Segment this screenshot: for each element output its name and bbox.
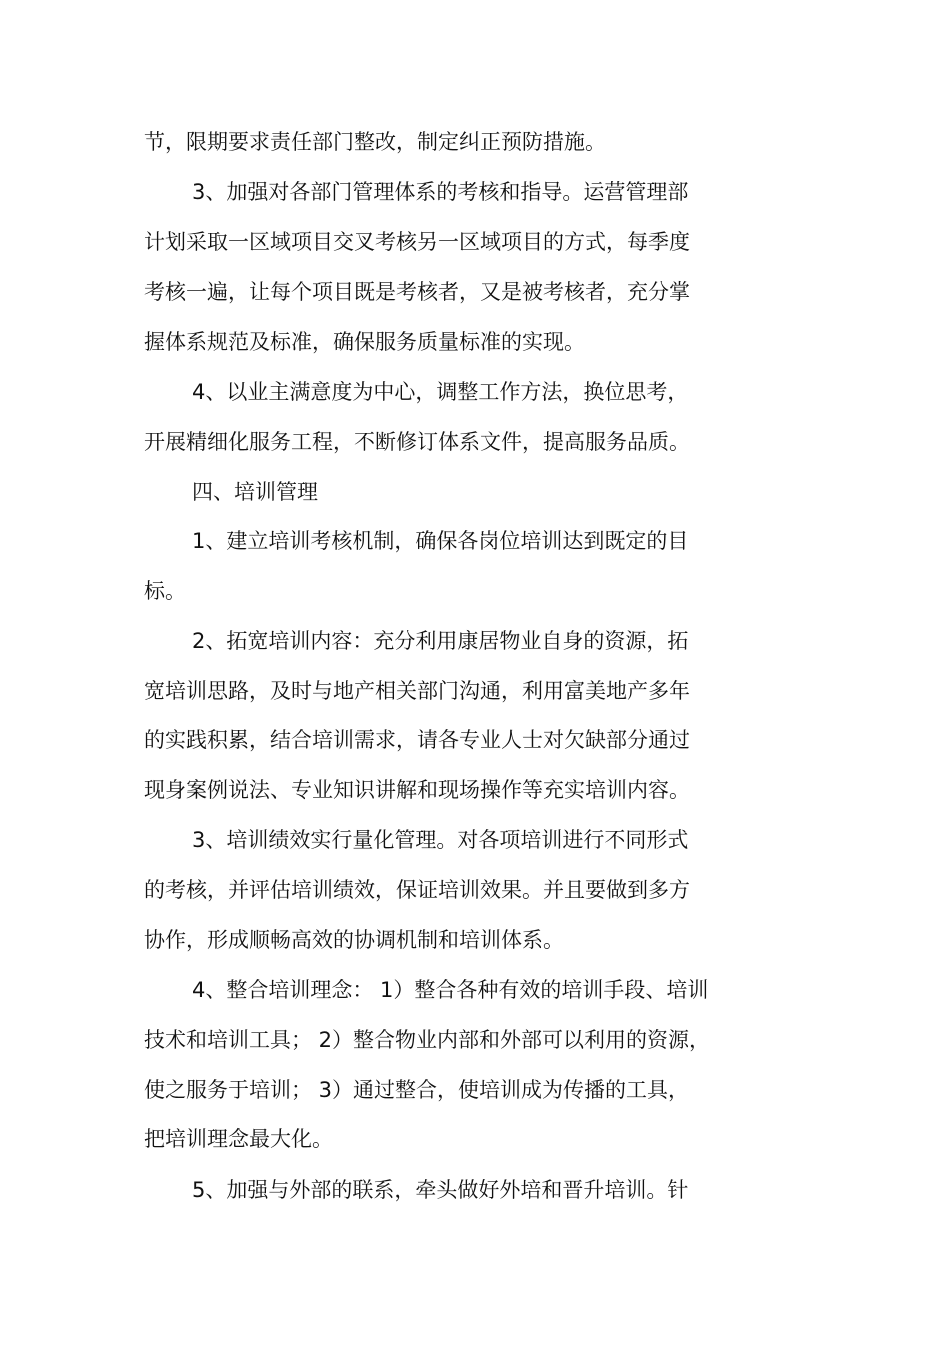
text-line: 使之服务于培训； 3）通过整合，使培训成为传播的工具，	[144, 1078, 690, 1102]
paragraph-first-line: 3、培训绩效实行量化管理。对各项培训进行不同形式	[192, 828, 689, 852]
text-line: 的考核，并评估培训绩效，保证培训效果。并且要做到多方	[144, 878, 690, 902]
paragraph-first-line: 4、以业主满意度为中心，调整工作方法，换位思考，	[192, 380, 689, 404]
text-line: 握体系规范及标准，确保服务质量标准的实现。	[144, 330, 585, 354]
paragraph-first-line: 1、建立培训考核机制，确保各岗位培训达到既定的目	[192, 529, 689, 553]
text-line: 现身案例说法、专业知识讲解和现场操作等充实培训内容。	[144, 778, 690, 802]
text-line: 标。	[144, 579, 186, 603]
paragraph-first-line: 5、加强与外部的联系，牵头做好外培和晋升培训。针	[192, 1178, 689, 1202]
paragraph-first-line: 4、整合培训理念： 1）整合各种有效的培训手段、培训	[192, 978, 709, 1002]
section-heading: 四、培训管理	[192, 480, 318, 504]
text-line: 技术和培训工具； 2）整合物业内部和外部可以利用的资源，	[144, 1028, 711, 1052]
paragraph-first-line: 2、拓宽培训内容：充分利用康居物业自身的资源，拓	[192, 629, 689, 653]
text-line: 开展精细化服务工程，不断修订体系文件，提高服务品质。	[144, 430, 690, 454]
text-line: 的实践积累，结合培训需求，请各专业人士对欠缺部分通过	[144, 728, 690, 752]
text-line: 协作，形成顺畅高效的协调机制和培训体系。	[144, 928, 564, 952]
text-line: 计划采取一区域项目交叉考核另一区域项目的方式，每季度	[144, 230, 690, 254]
paragraph-first-line: 3、加强对各部门管理体系的考核和指导。运营管理部	[192, 180, 689, 204]
text-line: 考核一遍，让每个项目既是考核者，又是被考核者，充分掌	[144, 280, 690, 304]
text-line: 宽培训思路，及时与地产相关部门沟通，利用富美地产多年	[144, 679, 690, 703]
text-line: 节，限期要求责任部门整改，制定纠正预防措施。	[144, 130, 606, 154]
text-line: 把培训理念最大化。	[144, 1127, 333, 1151]
